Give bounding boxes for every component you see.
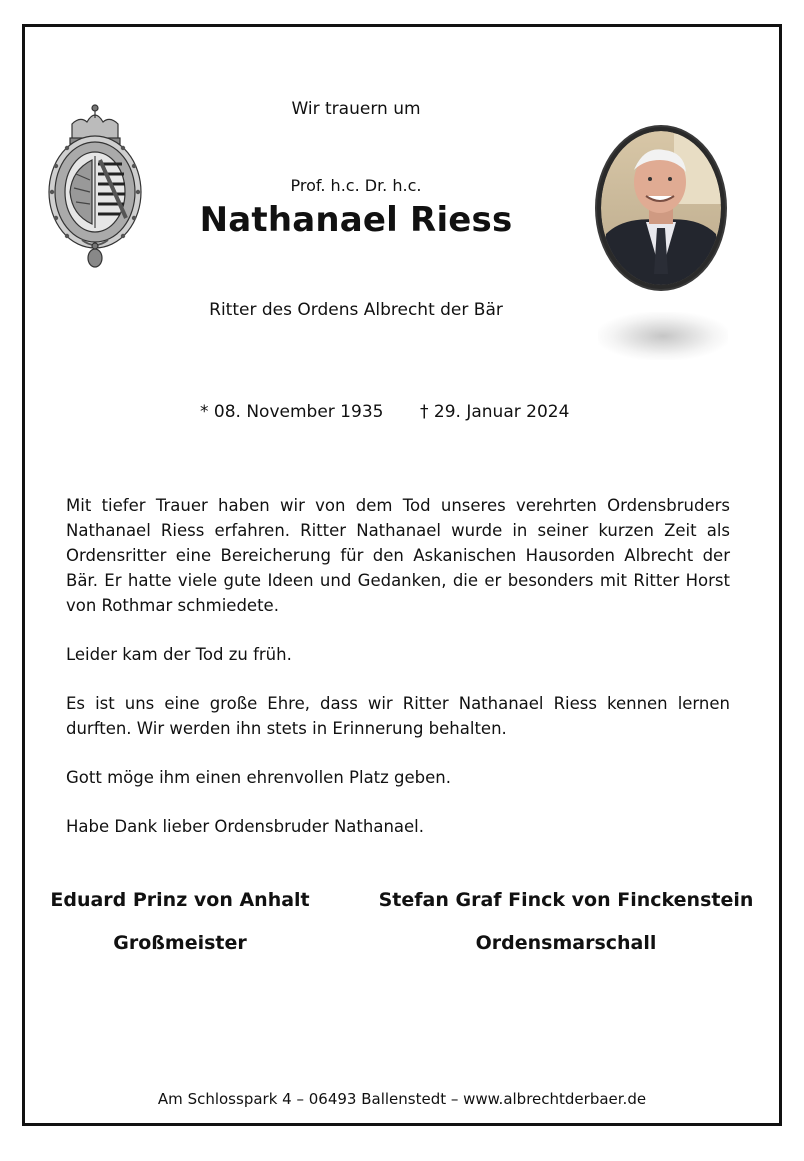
portrait-photo xyxy=(594,124,728,292)
intro-text: Wir trauern um xyxy=(291,99,421,119)
order-title: Ritter des Ordens Albrecht der Bär xyxy=(209,300,503,320)
paragraph: Mit tiefer Trauer haben wir von dem Tod unseres verehrten Ordensbruders Nathanael Riess erfahren. Ritter Nathanael wurde in seiner kurzen Zeit als Ordensritter eine Bereicherung für den Askanischen Hausorden Albrecht der Bär. Er hatte viele gute Ideen und Gedanken, die er besonders mit Ritter Horst von Rothmar schmiedete. xyxy=(66,496,730,615)
paragraph: Habe Dank lieber Ordensbruder Nathanael. xyxy=(66,817,425,836)
signatory-role: Großmeister xyxy=(113,932,247,954)
paragraph: Es ist uns eine große Ehre, dass wir Ritter Nathanael Riess kennen lernen durften. Wir werden ihn stets in Erinnerung behalten. xyxy=(66,694,730,738)
death-date: † 29. Januar 2024 xyxy=(420,402,570,422)
signatory-name: Eduard Prinz von Anhalt xyxy=(50,889,310,911)
paragraph: Leider kam der Tod zu früh. xyxy=(66,645,292,664)
order-crest-icon xyxy=(42,100,148,270)
footer-address: Am Schlosspark 4 – 06493 Ballenstedt – www.albrechtderbaer.de xyxy=(157,1090,647,1108)
signatory-name: Stefan Graf Finck von Finckenstein xyxy=(378,889,754,911)
birth-date: * 08. November 1935 xyxy=(200,402,384,422)
deceased-name: Nathanael Riess xyxy=(199,200,513,240)
academic-title: Prof. h.c. Dr. h.c. xyxy=(290,176,422,195)
portrait-shadow xyxy=(598,312,728,360)
signatory-role: Ordensmarschall xyxy=(475,932,657,954)
paragraph: Gott möge ihm einen ehrenvollen Platz geben. xyxy=(66,768,452,787)
obituary-text xyxy=(66,493,730,863)
